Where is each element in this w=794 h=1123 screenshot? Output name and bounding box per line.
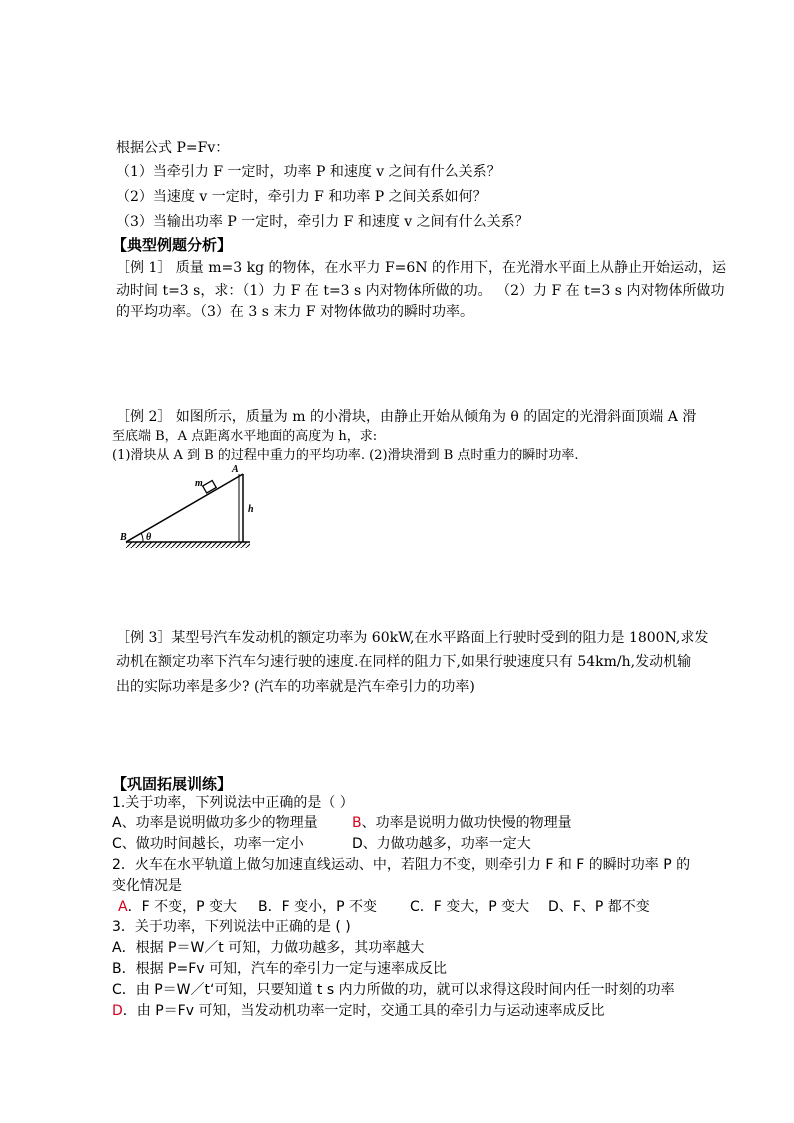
- example-3-line-1: ［例 3］某型号汽车发动机的额定功率为 60kW,在水平路面上行驶时受到的阻力是 1800N,求发: [116, 630, 709, 646]
- practice-q2-option-b: B．F 变小，P 不变: [258, 899, 377, 915]
- practice-q2-option-a: [118, 897, 237, 917]
- label-theta: θ: [146, 532, 152, 543]
- example-2-line-1: ［例 2］ 如图所示，质量为 m 的小滑块，由静止开始从倾角为 θ 的固定的光滑斜面顶端 A 滑: [116, 409, 697, 425]
- practice-q1-option-d: D、力做功越多，功率一定大: [352, 836, 531, 852]
- examples-heading: 【典型例题分析】: [112, 236, 233, 254]
- q1-option-b-text: 、功率是说明力做功快慢的物理量: [361, 815, 572, 831]
- practice-q2-line-1: 2．火车在水平轨道上做匀加速直线运动、中，若阻力不变，则牵引力 F 和 F 的瞬时功率 P 的: [112, 857, 691, 873]
- example-3-line-3: 出的实际功率是多少? (汽车的功率就是汽车牵引力的功率): [116, 679, 475, 695]
- practice-q3-option-c: C．由 P＝W／t‘可知，只要知道 t s 内力所做的功，就可以求得这段时间内任一时刻的功率: [112, 982, 675, 998]
- practice-q1-option-c: C、做功时间越长，功率一定小: [112, 836, 304, 852]
- ground-hatch: [126, 542, 250, 548]
- practice-q1-option-a: A、功率是说明做功多少的物理量: [112, 815, 318, 831]
- q3-option-d-letter: D: [112, 1003, 123, 1019]
- label-b: B: [120, 532, 127, 543]
- angle-arc: [141, 533, 143, 542]
- practice-q1-option-b: [352, 813, 572, 833]
- incline-surface: [126, 474, 243, 542]
- practice-q2-option-d: D、F、P 都不变: [548, 899, 650, 915]
- label-a: A: [232, 464, 239, 475]
- q1-option-b-letter: B: [352, 815, 362, 831]
- practice-q2-option-c: C．F 变大，P 变大: [410, 899, 530, 915]
- formula-question-1: （1）当牵引力 F 一定时，功率 P 和速度 v 之间有什么关系？: [116, 164, 501, 180]
- practice-q3-stem: 3．关于功率，下列说法中正确的是 ( ): [112, 919, 351, 935]
- q2-option-a-text: ．F 不变，P 变大: [127, 899, 237, 915]
- q2-option-a-letter: A: [118, 899, 128, 915]
- label-m: m: [195, 478, 203, 489]
- practice-q3-option-a: A．根据 P＝W／t 可知，力做功越多，其功率越大: [112, 940, 425, 956]
- example-1-line-3: 的平均功率。（3）在 3 s 末力 F 对物体做功的瞬时功率。: [116, 304, 474, 320]
- example-1-line-1: ［例 1］ 质量 m=3 kg 的物体，在水平力 F=6N 的作用下，在光滑水平面上从静止开始运动，运: [116, 260, 727, 276]
- practice-q3-option-d: [112, 1001, 604, 1021]
- formula-question-2: （2）当速度 v 一定时，牵引力 F 和功率 P 之间关系如何？: [116, 189, 487, 205]
- example-2-line-2: 至底端 B，A 点距离水平地面的高度为 h，求:: [112, 429, 378, 444]
- label-h: h: [248, 504, 254, 515]
- practice-heading: 【巩固拓展训练】: [112, 775, 233, 793]
- example-1-line-2: 动时间 t=3 s，求：（1）力 F 在 t=3 s 内对物体所做的功。 （2）力 F 在 t=3 s 内对物体所做功: [116, 283, 725, 299]
- formula-question-3: （3）当输出功率 P 一定时，牵引力 F 和速度 v 之间有什么关系？: [116, 214, 529, 230]
- practice-q2-line-2: 变化情况是: [112, 878, 182, 894]
- q3-option-d-text: ．由 P＝Fv 可知，当发动机功率一定时，交通工具的牵引力与运动速率成反比: [122, 1003, 605, 1019]
- example-2-line-3: (1)滑块从 A 到 B 的过程中重力的平均功率. (2)滑块滑到 B 点时重力的瞬时功率.: [112, 448, 579, 463]
- practice-q3-option-b: B．根据 P=Fv 可知，汽车的牵引力一定与速率成反比: [112, 961, 448, 977]
- incline-figure: [112, 462, 262, 554]
- example-3-line-2: 动机在额定功率下汽车匀速行驶的速度.在同样的阻力下,如果行驶速度只有 54km/h,发动机输: [116, 654, 692, 670]
- practice-q1-stem: 1.关于功率，下列说法中正确的是（ ）: [112, 795, 354, 811]
- formula-intro: 根据公式 P=Fv：: [116, 140, 230, 156]
